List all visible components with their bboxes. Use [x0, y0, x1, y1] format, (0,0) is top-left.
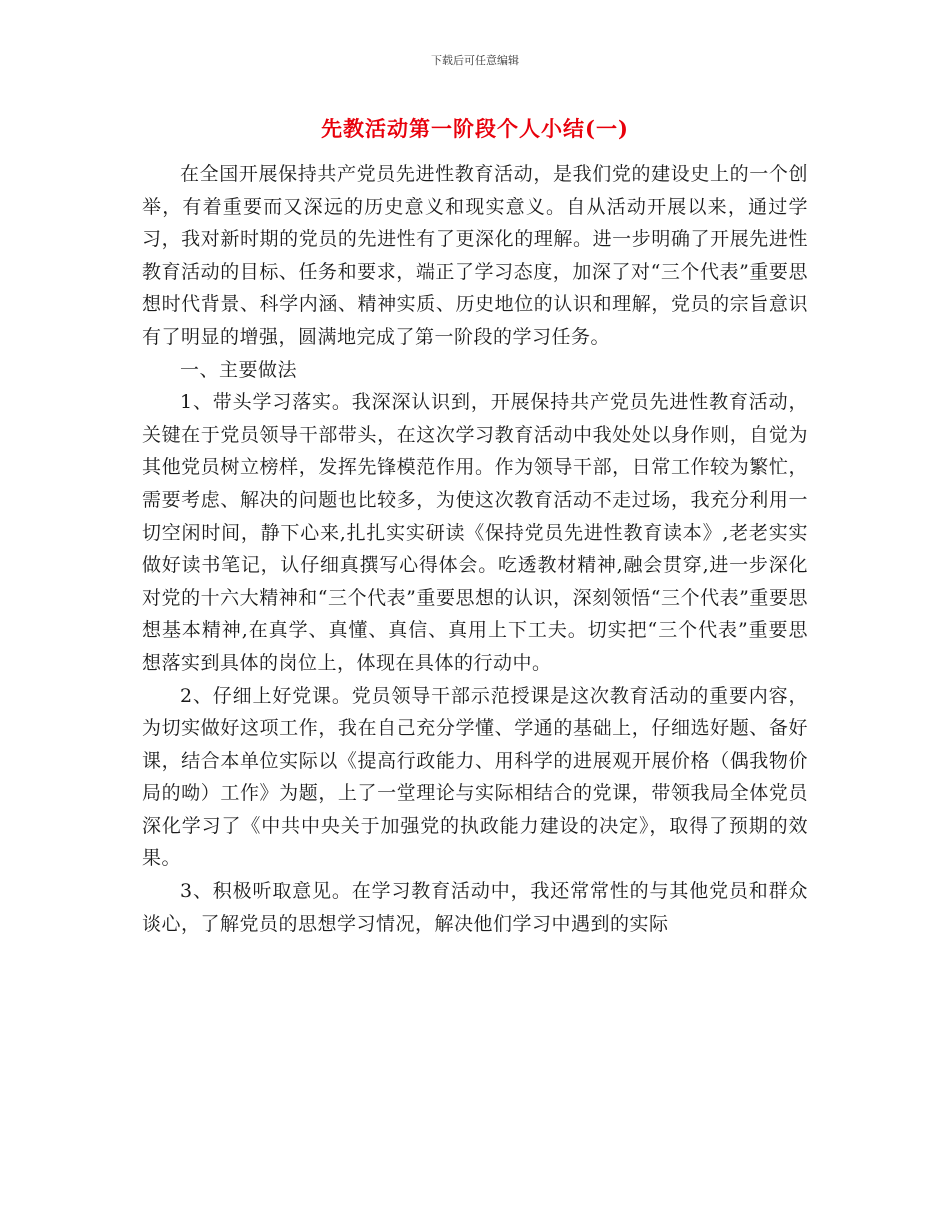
- paragraph-item-1: 1、带头学习落实。我深深认识到，开展保持共产党员先进性教育活动，关键在于党员领导干部带头，在这次学习教育活动中我处处以身作则，自觉为其他党员树立榜样，发挥先锋模范作用。作为领导干部，日常工作较为繁忙，需要考虑、解决的问题也比较多，为使这次教育活动不走过场，我充分利用一切空闲时间，静下心来,扎扎实实研读《保持党员先进性教育读本》,老老实实做好读书笔记，认仔细真撰写心得体会。吃透教材精神,融会贯穿,进一步深化对党的十六大精神和“三个代表”重要思想的认识，深刻领悟“三个代表”重要思想基本精神,在真学、真懂、真信、真用上下工夫。切实把“三个代表”重要思想落实到具体的岗位上，体现在具体的行动中。: [142, 391, 808, 674]
- paragraph-intro: 在全国开展保持共产党员先进性教育活动，是我们党的建设史上的一个创举，有着重要而又深远的历史意义和现实意义。自从活动开展以来，通过学习，我对新时期的党员的先进性有了更深化的理解。进一步明确了开展先进性教育活动的目标、任务和要求，端正了学习态度，加深了对“三个代表”重要思想时代背景、科学内涵、精神实质、历史地位的认识和理解，党员的宗旨意识有了明显的增强，圆满地完成了第一阶段的学习任务。: [142, 163, 808, 348]
- page-header-note: 下载后可任意编辑: [431, 54, 519, 67]
- document-title: 先教活动第一阶段个人小结(一): [321, 116, 629, 141]
- section-heading-main-methods: 一、主要做法: [180, 358, 298, 381]
- paragraph-item-3: 3、积极听取意见。在学习教育活动中，我还常常性的与其他党员和群众谈心，了解党员的思想学习情况，解决他们学习中遇到的实际: [142, 880, 808, 935]
- paragraph-item-2: 2、仔细上好党课。党员领导干部示范授课是这次教育活动的重要内容，为切实做好这项工作，我在自己充分学懂、学通的基础上，仔细选好题、备好课，结合本单位实际以《提高行政能力、用科学的进展观开展价格（偶我物价局的呦）工作》为题，上了一堂理论与实际相结合的党课，带领我局全体党员深化学习了《中共中央关于加强党的执政能力建设的决定》，取得了预期的效果。: [142, 684, 808, 870]
- document-body: [142, 158, 808, 940]
